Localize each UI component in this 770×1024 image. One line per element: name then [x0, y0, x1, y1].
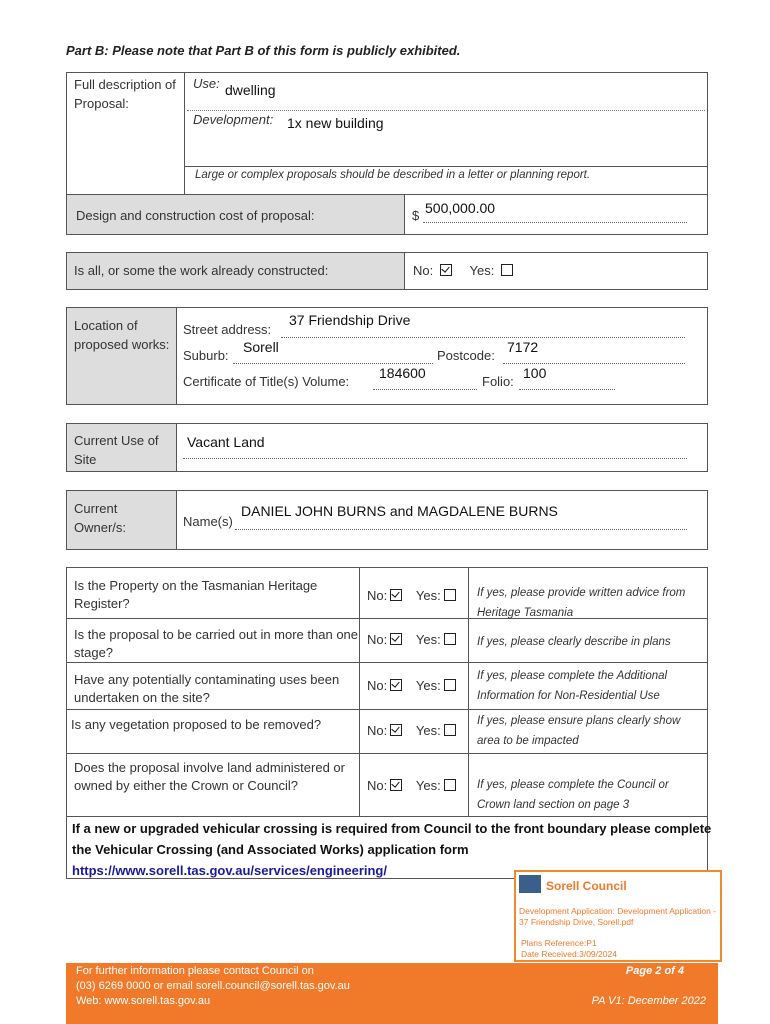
stamp-council: Sorell Council	[546, 879, 627, 893]
footer	[66, 963, 718, 1024]
question-contamination: Have any potentially contaminating uses been undertaken on the site?	[74, 672, 340, 705]
heritage-answer: No: Yes:	[367, 587, 456, 605]
names-label: Name(s)	[183, 514, 233, 529]
stages-hint: If yes, please clearly describe in plans	[477, 636, 671, 648]
footer-page: Page 2 of 4	[625, 965, 684, 977]
street-label: Street address:	[183, 322, 272, 337]
current-use-field[interactable]: Vacant Land	[187, 434, 265, 450]
heritage-hint: If yes, please provide written advice from Heritage Tasmania	[477, 587, 686, 619]
notice-text: If a new or upgraded vehicular crossing is required from Council to the front boundary please complete the Vehicular Crossing (and Associated Works) application form	[72, 821, 712, 857]
proposal-label: Full description of Proposal:	[74, 77, 176, 111]
part-b-heading: Part B: Please note that Part B of this form is publicly exhibited.	[66, 43, 461, 58]
question-crown-land: Does the proposal involve land administered or owned by either the Crown or Council?	[74, 760, 345, 793]
stages-yes-checkbox[interactable]	[444, 633, 456, 645]
current-use-label: Current Use of Site	[74, 433, 159, 467]
constructed-no-label: No:	[413, 263, 434, 278]
postcode-field[interactable]: 7172	[507, 339, 539, 355]
council-stamp	[514, 870, 722, 962]
folio-field[interactable]: 100	[523, 365, 547, 381]
crown-land-no-checkbox[interactable]	[390, 779, 402, 791]
volume-field[interactable]: 184600	[379, 365, 426, 381]
question-heritage: Is the Property on the Tasmanian Heritage Register?	[74, 578, 318, 611]
heritage-no-checkbox[interactable]	[390, 589, 402, 601]
footer-email-link[interactable]: sorell.council@sorell.tas.gov.au	[195, 980, 350, 992]
owners-field[interactable]: DANIEL JOHN BURNS and MAGDALENE BURNS	[241, 503, 558, 519]
contamination-answer: No: Yes:	[367, 677, 456, 695]
folio-label: Folio:	[482, 374, 514, 389]
constructed-section	[66, 252, 708, 290]
sorell-logo-icon	[519, 875, 541, 893]
currency-symbol: $	[412, 208, 420, 223]
crown-land-hint: If yes, please complete the Council or Crown land section on page 3	[477, 779, 669, 811]
footer-web-label: Web:	[76, 995, 102, 1007]
stamp-line1: Development Application: Development Application - 37 Friendship Drive, Sorell.pdf	[519, 906, 717, 927]
owners-section	[66, 490, 708, 550]
suburb-label: Suburb:	[183, 348, 229, 363]
contamination-hint: If yes, please complete the Additional Information for Non-Residential Use	[477, 670, 668, 702]
footer-phone: (03) 6269 0000 or email	[76, 980, 193, 992]
crown-land-answer: No: Yes:	[367, 777, 456, 795]
current-use-section	[66, 423, 708, 472]
use-label: Use:	[193, 76, 220, 91]
cost-label: Design and construction cost of proposal:	[76, 208, 315, 223]
stamp-line2: Plans Reference:P1	[521, 938, 597, 948]
cost-field[interactable]: 500,000.00	[425, 200, 496, 216]
vegetation-answer: No: Yes:	[367, 722, 456, 740]
heritage-yes-checkbox[interactable]	[444, 589, 456, 601]
question-vegetation: Is any vegetation proposed to be removed?	[71, 717, 322, 732]
suburb-field[interactable]: Sorell	[243, 339, 279, 355]
title-label: Certificate of Title(s) Volume:	[183, 374, 350, 389]
crown-land-yes-checkbox[interactable]	[444, 779, 456, 791]
footer-contact: For further information please contact Council on	[76, 965, 314, 977]
contamination-no-checkbox[interactable]	[390, 679, 402, 691]
proposal-note: Large or complex proposals should be described in a letter or planning report.	[195, 169, 591, 181]
constructed-yes-label: Yes:	[469, 263, 495, 278]
engineering-link[interactable]: https://www.sorell.tas.gov.au/services/engineering/	[72, 863, 387, 878]
contamination-yes-checkbox[interactable]	[444, 679, 456, 691]
constructed-yes-checkbox[interactable]	[501, 264, 513, 276]
location-label: Location of proposed works:	[74, 318, 170, 352]
postcode-label: Postcode:	[437, 348, 495, 363]
owners-label: Current Owner/s:	[74, 501, 127, 535]
footer-web-link[interactable]: www.sorell.tas.gov.au	[104, 995, 211, 1007]
use-field[interactable]: dwelling	[225, 82, 276, 98]
vegetation-no-checkbox[interactable]	[390, 724, 402, 736]
constructed-label: Is all, or some the work already constructed:	[74, 263, 329, 278]
proposal-section	[66, 72, 708, 195]
stages-no-checkbox[interactable]	[390, 633, 402, 645]
stages-answer: No: Yes:	[367, 631, 456, 649]
constructed-no-checkbox[interactable]	[440, 264, 452, 276]
vegetation-yes-checkbox[interactable]	[444, 724, 456, 736]
footer-version: PA V1: December 2022	[591, 995, 706, 1007]
cost-section	[66, 194, 708, 235]
vegetation-hint: If yes, please ensure plans clearly show area to be impacted	[477, 715, 681, 747]
development-label: Development:	[193, 112, 274, 127]
stamp-line3: Date Received:3/09/2024	[521, 949, 617, 959]
question-stages: Is the proposal to be carried out in more than one stage?	[74, 627, 359, 660]
location-section	[66, 307, 708, 405]
street-field[interactable]: 37 Friendship Drive	[289, 312, 411, 328]
development-field[interactable]: 1x new building	[287, 115, 384, 131]
